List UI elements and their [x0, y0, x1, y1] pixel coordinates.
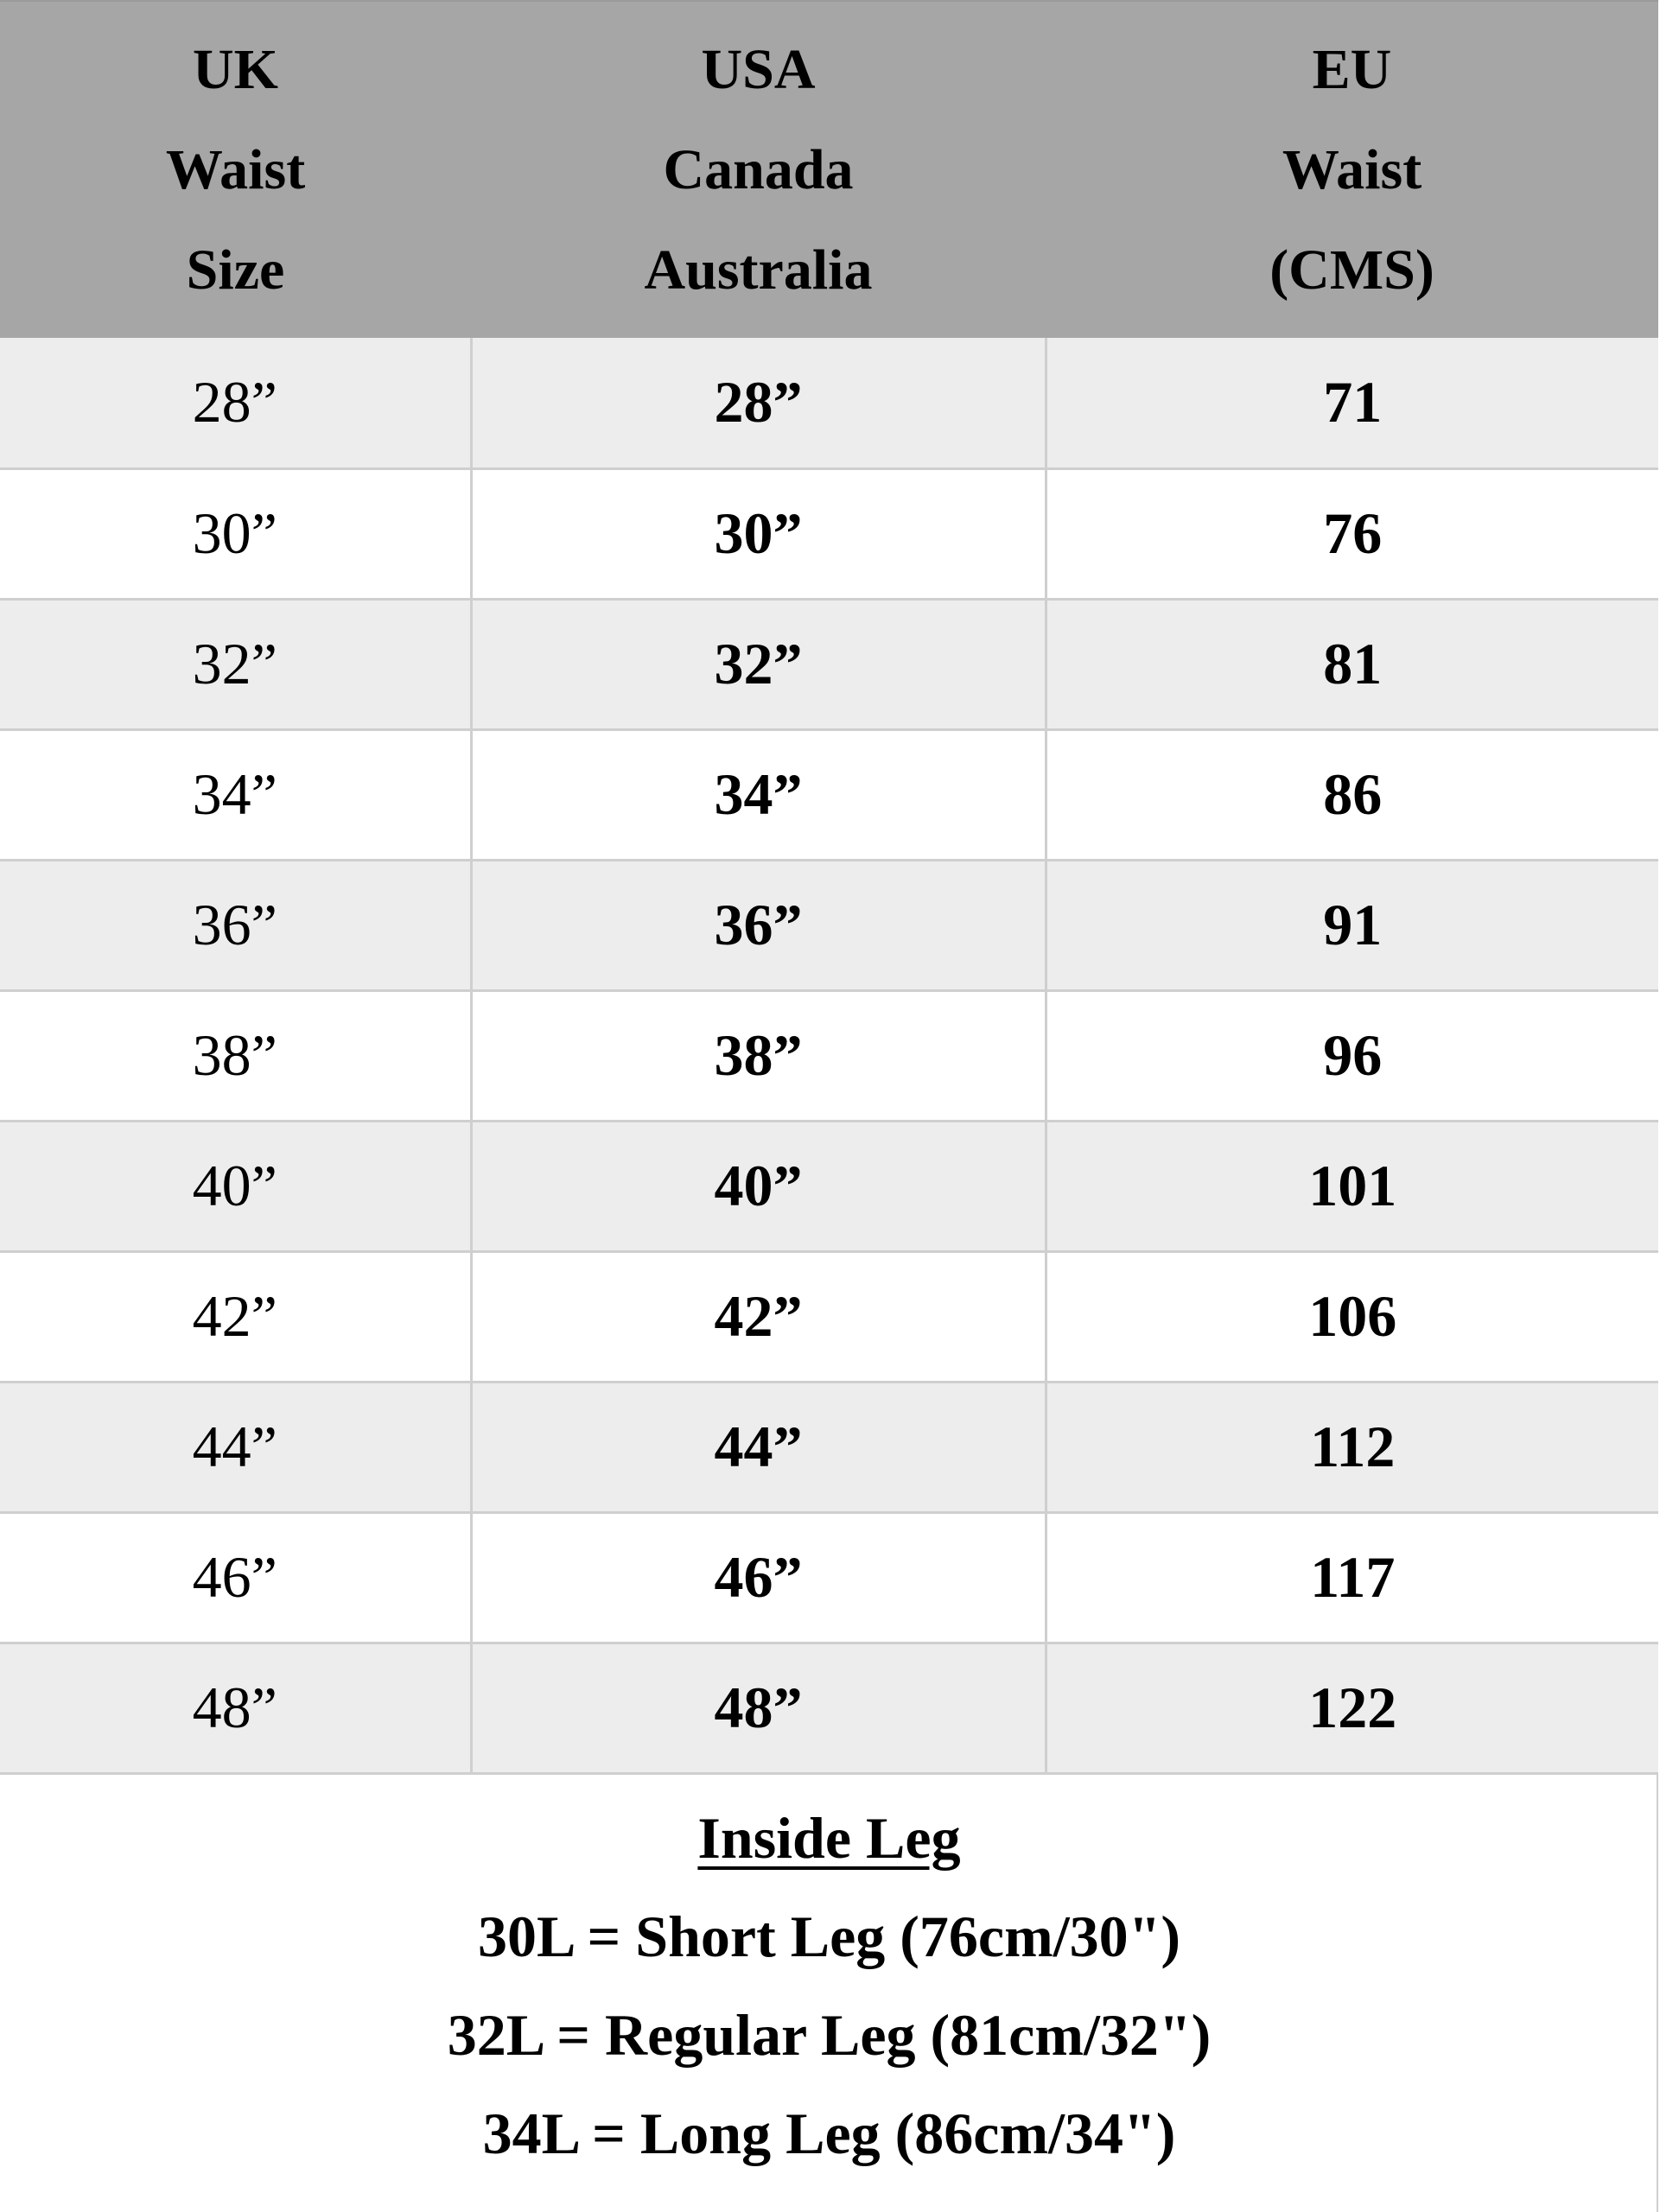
- usa-size-cell: 46”: [471, 1512, 1046, 1643]
- eu-size-cell: 117: [1046, 1512, 1658, 1643]
- usa-size-cell: 28”: [471, 338, 1046, 468]
- table-row: [0, 990, 1658, 1121]
- uk-size-cell: 44”: [0, 1382, 471, 1512]
- table-row: [0, 468, 1658, 599]
- uk-size-cell: 32”: [0, 599, 471, 729]
- eu-size-cell: 122: [1046, 1643, 1658, 1773]
- inside-leg-short: 30L = Short Leg (76cm/30"): [477, 1904, 1181, 1969]
- header-eu-waist-cms: EU Waist (CMS): [1046, 1, 1658, 338]
- eu-size-cell: 101: [1046, 1121, 1658, 1251]
- usa-size-cell: 30”: [471, 468, 1046, 599]
- eu-size-cell: 86: [1046, 729, 1658, 860]
- table-row: [0, 860, 1658, 990]
- inside-leg-long: 34L = Long Leg (86cm/34"): [482, 2101, 1176, 2166]
- eu-size-cell: 71: [1046, 338, 1658, 468]
- usa-size-cell: 32”: [471, 599, 1046, 729]
- inside-leg-section: [0, 1789, 1658, 2212]
- eu-size-cell: 91: [1046, 860, 1658, 990]
- table-row: [0, 338, 1658, 468]
- usa-size-cell: 44”: [471, 1382, 1046, 1512]
- uk-size-cell: 34”: [0, 729, 471, 860]
- table-row: [0, 1251, 1658, 1382]
- header-usa-canada-australia: USA Canada Australia: [471, 1, 1046, 338]
- inside-leg-heading: Inside Leg: [697, 1805, 961, 1871]
- uk-size-cell: 36”: [0, 860, 471, 990]
- eu-size-cell: 76: [1046, 468, 1658, 599]
- eu-size-cell: 112: [1046, 1382, 1658, 1512]
- usa-size-cell: 40”: [471, 1121, 1046, 1251]
- uk-size-cell: 42”: [0, 1251, 471, 1382]
- usa-size-cell: 48”: [471, 1643, 1046, 1773]
- table-header-row: [0, 1, 1658, 338]
- table-row: [0, 1512, 1658, 1643]
- eu-size-cell: 96: [1046, 990, 1658, 1121]
- uk-size-cell: 30”: [0, 468, 471, 599]
- table-row: [0, 599, 1658, 729]
- table-row: [0, 729, 1658, 860]
- usa-size-cell: 34”: [471, 729, 1046, 860]
- uk-size-cell: 28”: [0, 338, 471, 468]
- usa-size-cell: 42”: [471, 1251, 1046, 1382]
- usa-size-cell: 36”: [471, 860, 1046, 990]
- uk-size-cell: 48”: [0, 1643, 471, 1773]
- inside-leg-regular: 32L = Regular Leg (81cm/32"): [447, 2002, 1212, 2068]
- eu-size-cell: 106: [1046, 1251, 1658, 1382]
- eu-size-cell: 81: [1046, 599, 1658, 729]
- table-row: [0, 1382, 1658, 1512]
- uk-size-cell: 40”: [0, 1121, 471, 1251]
- uk-size-cell: 46”: [0, 1512, 471, 1643]
- table-row: [0, 1121, 1658, 1251]
- uk-size-cell: 38”: [0, 990, 471, 1121]
- table-row: [0, 1643, 1658, 1773]
- usa-size-cell: 38”: [471, 990, 1046, 1121]
- header-uk-waist-size: UK Waist Size: [0, 1, 471, 338]
